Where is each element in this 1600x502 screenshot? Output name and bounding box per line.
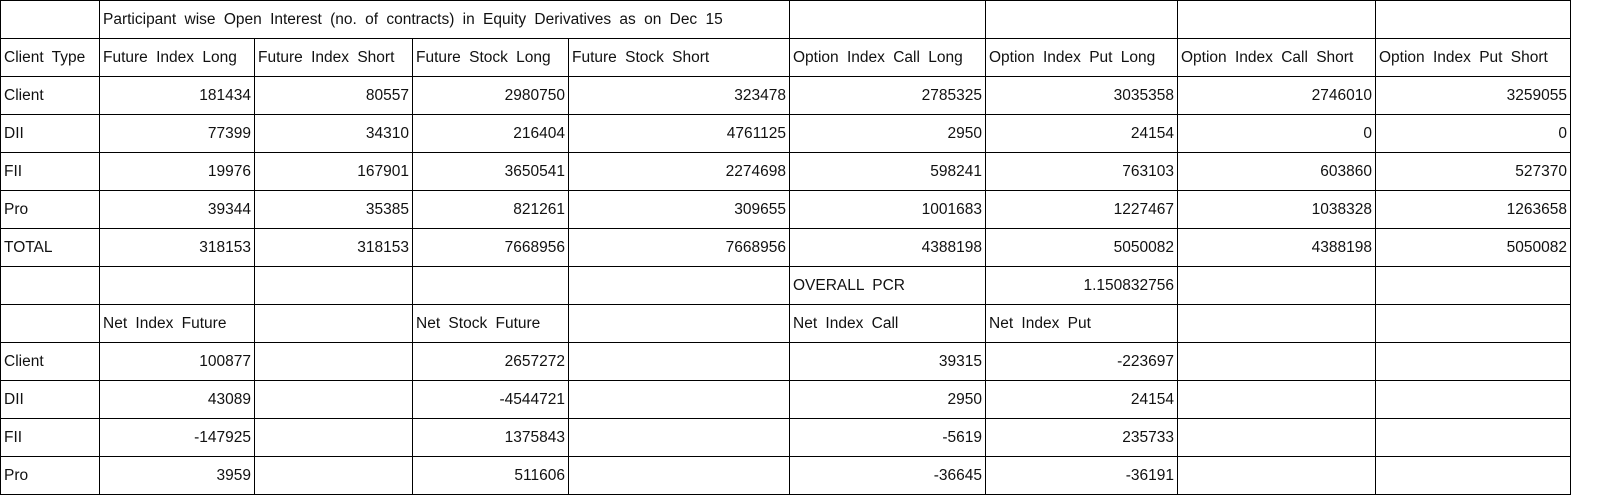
value-cell[interactable]: 1001683 [790,191,986,229]
value-cell[interactable]: 24154 [986,115,1178,153]
net-header-cell[interactable]: Net Index Call [790,305,986,343]
cell[interactable] [1376,267,1571,305]
net-header-cell[interactable]: Net Stock Future [413,305,569,343]
cell[interactable] [1376,381,1571,419]
value-cell[interactable]: 318153 [100,229,255,267]
cell[interactable] [1178,305,1376,343]
pcr-label[interactable]: OVERALL PCR [790,267,986,305]
value-cell[interactable]: 2950 [790,381,986,419]
table-row [1,115,1571,153]
cell[interactable] [255,267,413,305]
value-cell[interactable]: -5619 [790,419,986,457]
value-cell[interactable]: 3035358 [986,77,1178,115]
value-cell[interactable]: 77399 [100,115,255,153]
value-cell[interactable]: 2785325 [790,77,986,115]
cell[interactable] [255,381,413,419]
client-type-cell[interactable]: Pro [1,457,100,495]
table-title[interactable]: Participant wise Open Interest (no. of contracts) in Equity Derivatives as on Dec 15 [100,1,790,39]
value-cell[interactable]: 43089 [100,381,255,419]
value-cell[interactable]: 2657272 [413,343,569,381]
client-type-cell[interactable]: DII [1,381,100,419]
cell[interactable] [1178,419,1376,457]
cell[interactable] [1,1,100,39]
value-cell[interactable]: 7668956 [569,229,790,267]
cell[interactable] [1178,1,1376,39]
value-cell[interactable]: -36645 [790,457,986,495]
client-type-cell[interactable]: Client [1,343,100,381]
header-row [1,39,1571,77]
value-cell[interactable]: 2746010 [1178,77,1376,115]
cell[interactable] [1178,267,1376,305]
value-cell[interactable]: 3650541 [413,153,569,191]
cell[interactable] [255,419,413,457]
value-cell[interactable]: 511606 [413,457,569,495]
header-cell[interactable]: Option Index Put Long [986,39,1178,77]
value-cell[interactable]: 1227467 [986,191,1178,229]
cell[interactable] [413,267,569,305]
value-cell[interactable]: 0 [1376,115,1571,153]
header-cell[interactable]: Option Index Call Short [1178,39,1376,77]
cell[interactable] [569,381,790,419]
value-cell[interactable]: 2274698 [569,153,790,191]
total-row [1,229,1571,267]
value-cell[interactable]: 19976 [100,153,255,191]
value-cell[interactable]: -147925 [100,419,255,457]
client-type-cell[interactable]: Client [1,77,100,115]
client-type-cell[interactable]: FII [1,419,100,457]
header-cell[interactable]: Option Index Call Long [790,39,986,77]
cell[interactable] [1376,343,1571,381]
cell[interactable] [1376,1,1571,39]
cell[interactable] [1178,343,1376,381]
net-header-cell[interactable]: Net Index Put [986,305,1178,343]
value-cell[interactable]: 1375843 [413,419,569,457]
value-cell[interactable]: 216404 [413,115,569,153]
cell[interactable] [569,267,790,305]
cell[interactable] [986,1,1178,39]
client-type-cell[interactable]: FII [1,153,100,191]
header-cell[interactable]: Future Stock Short [569,39,790,77]
cell[interactable] [1178,381,1376,419]
value-cell[interactable]: 3259055 [1376,77,1571,115]
value-cell[interactable]: -4544721 [413,381,569,419]
value-cell[interactable]: -223697 [986,343,1178,381]
value-cell[interactable]: 2950 [790,115,986,153]
header-cell[interactable]: Future Index Short [255,39,413,77]
net-row [1,419,1571,457]
value-cell[interactable]: 235733 [986,419,1178,457]
value-cell[interactable]: 603860 [1178,153,1376,191]
value-cell[interactable]: 0 [1178,115,1376,153]
value-cell[interactable]: 7668956 [413,229,569,267]
cell[interactable] [1376,457,1571,495]
value-cell[interactable]: 181434 [100,77,255,115]
value-cell[interactable]: 3959 [100,457,255,495]
value-cell[interactable]: 4761125 [569,115,790,153]
value-cell[interactable]: 763103 [986,153,1178,191]
cell[interactable] [790,1,986,39]
cell[interactable] [569,343,790,381]
net-header-cell[interactable]: Net Index Future [100,305,255,343]
table-row [1,77,1571,115]
value-cell[interactable]: 80557 [255,77,413,115]
client-type-cell[interactable]: DII [1,115,100,153]
value-cell[interactable]: 39315 [790,343,986,381]
value-cell[interactable]: 598241 [790,153,986,191]
header-cell[interactable]: Client Type [1,39,100,77]
value-cell[interactable]: 5050082 [986,229,1178,267]
cell[interactable] [1376,305,1571,343]
value-cell[interactable]: 5050082 [1376,229,1571,267]
cell[interactable] [1376,419,1571,457]
value-cell[interactable]: 309655 [569,191,790,229]
value-cell[interactable]: 35385 [255,191,413,229]
value-cell[interactable]: 2980750 [413,77,569,115]
value-cell[interactable]: 1263658 [1376,191,1571,229]
cell[interactable] [1,305,100,343]
header-cell[interactable]: Future Stock Long [413,39,569,77]
pcr-row [1,267,1571,305]
value-cell[interactable]: 318153 [255,229,413,267]
pcr-value[interactable]: 1.150832756 [986,267,1178,305]
net-row [1,457,1571,495]
cell[interactable] [1178,457,1376,495]
cell[interactable] [255,343,413,381]
table-row [1,153,1571,191]
value-cell[interactable]: 4388198 [790,229,986,267]
value-cell[interactable]: 821261 [413,191,569,229]
value-cell[interactable]: 4388198 [1178,229,1376,267]
cell[interactable] [569,457,790,495]
value-cell[interactable]: 167901 [255,153,413,191]
value-cell[interactable]: 24154 [986,381,1178,419]
value-cell[interactable]: 1038328 [1178,191,1376,229]
cell[interactable] [100,267,255,305]
value-cell[interactable]: 34310 [255,115,413,153]
cell[interactable] [569,305,790,343]
title-row [1,1,1571,39]
value-cell[interactable]: 100877 [100,343,255,381]
cell[interactable] [255,305,413,343]
value-cell[interactable]: 527370 [1376,153,1571,191]
cell[interactable] [569,419,790,457]
table-row [1,191,1571,229]
header-cell[interactable]: Option Index Put Short [1376,39,1571,77]
net-row [1,343,1571,381]
cell[interactable] [1,267,100,305]
net-row [1,381,1571,419]
value-cell[interactable]: 323478 [569,77,790,115]
client-type-cell[interactable]: Pro [1,191,100,229]
cell[interactable] [255,457,413,495]
value-cell[interactable]: 39344 [100,191,255,229]
net-header-row [1,305,1571,343]
header-cell[interactable]: Future Index Long [100,39,255,77]
client-type-cell[interactable]: TOTAL [1,229,100,267]
value-cell[interactable]: -36191 [986,457,1178,495]
